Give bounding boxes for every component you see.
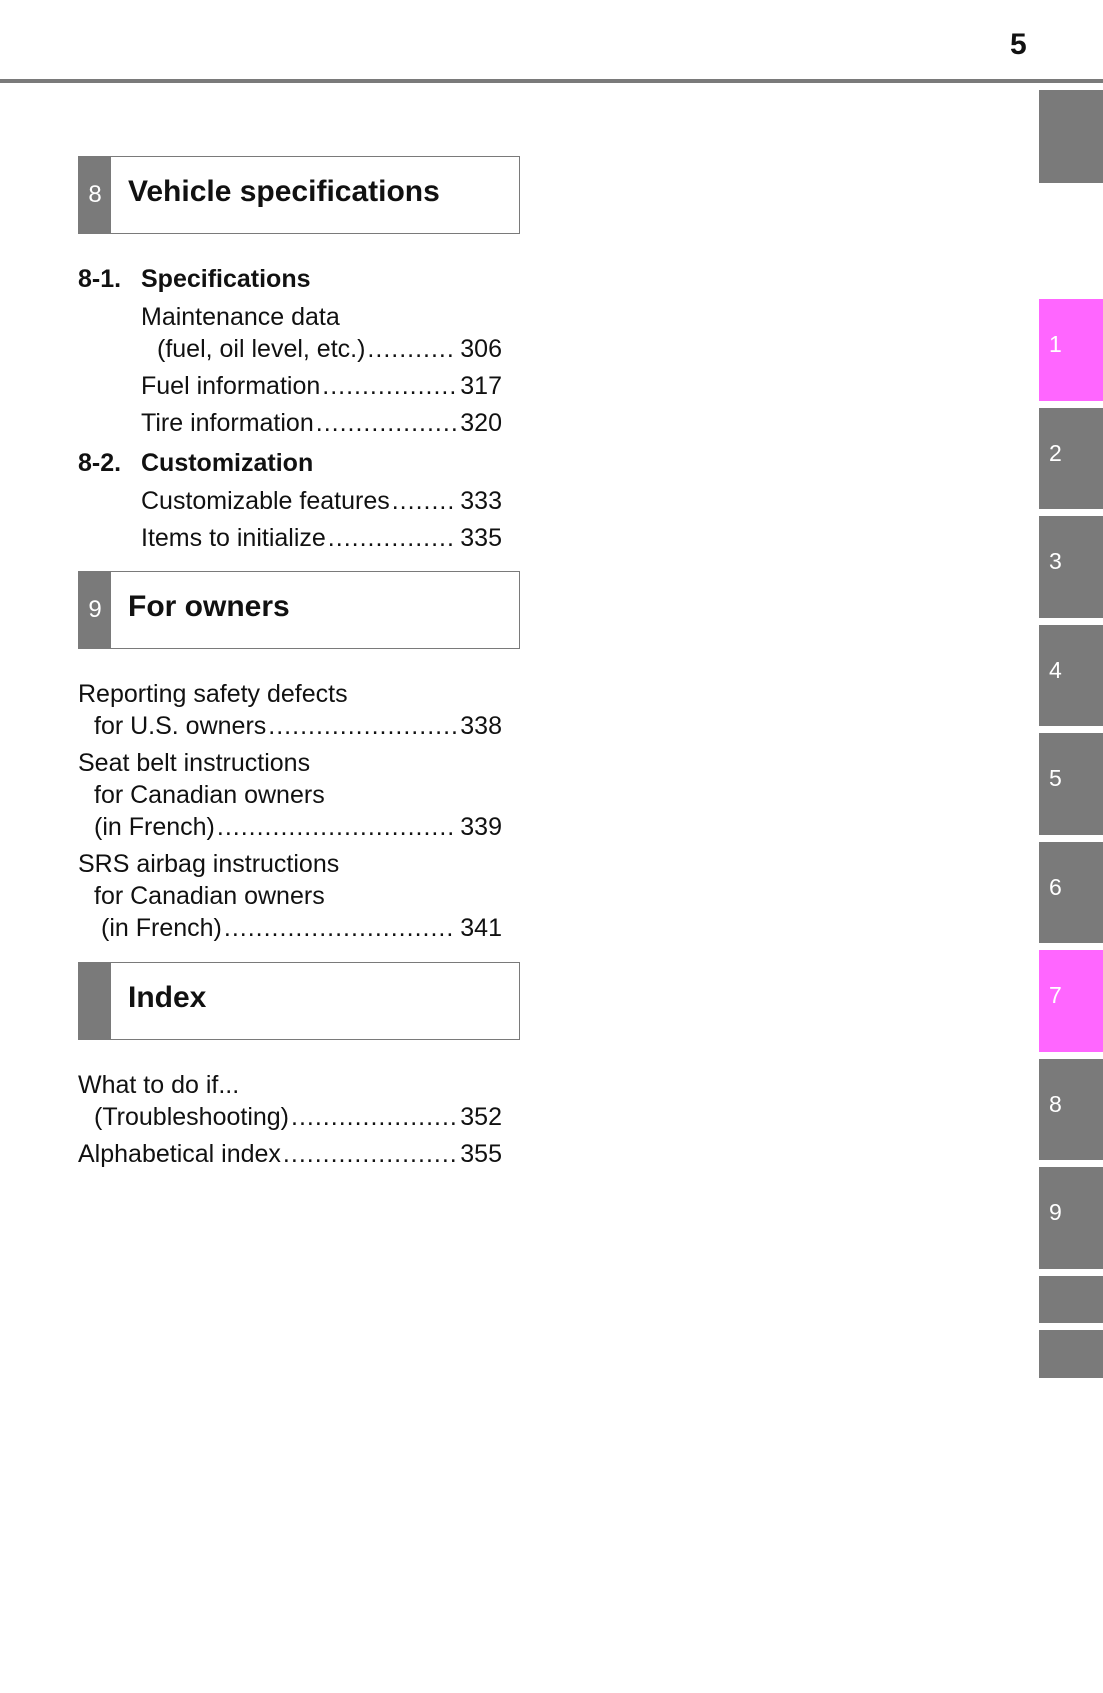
entry-page: 333 [460,487,502,515]
side-tab-8[interactable] [1039,1059,1103,1160]
section-title: Index [128,981,207,1014]
tab-label: 8 [1049,1091,1062,1117]
tab-label: 6 [1049,874,1062,900]
section-number: 9 [79,572,111,648]
tab-label: 4 [1049,657,1062,683]
entry-text: (in French) [94,813,215,841]
dot-leader [367,334,456,364]
entry-text: (Troubleshooting) [94,1103,290,1131]
page-number: 5 [1010,28,1027,61]
entry-text: Items to initialize [141,524,326,552]
toc-entry-srs-airbag-instructions-cont[interactable]: for Canadian owners [94,882,325,910]
side-tab-3[interactable] [1039,516,1103,618]
side-tab-top[interactable] [1039,90,1103,183]
tab-label: 7 [1049,982,1062,1008]
entry-page: 355 [460,1140,502,1168]
entry-text: for U.S. owners [94,712,267,740]
entry-text: (in French) [101,914,222,942]
entry-page: 338 [460,712,502,740]
section-title: Vehicle specifications [128,175,440,208]
dot-leader [283,1139,456,1169]
entry-text: Alphabetical index [78,1140,281,1168]
section-header-index[interactable] [78,962,520,1040]
tab-label: 3 [1049,548,1062,574]
toc-entry-what-to-do-if[interactable]: What to do if... [78,1071,240,1099]
entry-page: 335 [460,524,502,552]
entry-page: 317 [460,372,502,400]
toc-entry-seat-belt-instructions-page[interactable] [94,812,502,842]
dot-leader [268,711,456,741]
side-tab-1[interactable] [1039,299,1103,401]
dot-leader [322,371,456,401]
subsection-8-1[interactable] [78,264,311,294]
toc-entry-maintenance-data[interactable]: Maintenance data [141,303,340,331]
toc-entry-seat-belt-instructions[interactable]: Seat belt instructions [78,749,311,777]
subsection-title: Customization [141,449,314,477]
tab-label: 9 [1049,1199,1062,1225]
toc-entry-reporting-safety-defects-cont[interactable] [94,711,502,741]
entry-text: Customizable features [141,487,390,515]
entry-page: 320 [460,409,502,437]
tab-label: 5 [1049,765,1062,791]
side-tab-10[interactable] [1039,1276,1103,1323]
side-tab-6[interactable] [1039,842,1103,943]
side-tab-9[interactable] [1039,1167,1103,1269]
dot-leader [316,408,457,438]
section-header-for-owners[interactable] [78,571,520,649]
toc-entry-srs-airbag-instructions-page[interactable] [101,913,502,943]
subsection-number: 8-2. [78,449,122,477]
side-tab-4[interactable] [1039,625,1103,726]
entry-page: 339 [460,813,502,841]
section-number [79,963,111,1039]
side-tab-5[interactable] [1039,733,1103,835]
header-divider [0,79,1103,83]
toc-entry-items-to-initialize[interactable] [141,523,502,553]
toc-entry-maintenance-data-cont[interactable] [157,334,502,364]
dot-leader [217,812,456,842]
toc-entry-fuel-information[interactable] [141,371,502,401]
dot-leader [328,523,456,553]
tab-label: 1 [1049,331,1062,357]
entry-page: 306 [460,335,502,363]
side-tab-11[interactable] [1039,1330,1103,1378]
toc-entry-reporting-safety-defects[interactable]: Reporting safety defects [78,680,348,708]
dot-leader [291,1102,456,1132]
section-title: For owners [128,590,290,623]
entry-page: 352 [460,1103,502,1131]
toc-entry-customizable-features[interactable] [141,486,502,516]
toc-entry-alphabetical-index[interactable] [78,1139,502,1169]
subsection-title: Specifications [141,265,311,293]
subsection-number: 8-1. [78,265,122,293]
entry-text: (fuel, oil level, etc.) [157,335,366,363]
section-number: 8 [79,157,111,233]
side-tab-2[interactable] [1039,408,1103,509]
subsection-8-2[interactable] [78,448,313,478]
dot-leader [392,486,457,516]
entry-page: 341 [460,914,502,942]
entry-text: Tire information [141,409,314,437]
tab-label: 2 [1049,440,1062,466]
dot-leader [224,913,456,943]
side-tab-7[interactable] [1039,950,1103,1052]
toc-entry-tire-information[interactable] [141,408,502,438]
toc-entry-troubleshooting[interactable] [94,1102,502,1132]
entry-text: Fuel information [141,372,321,400]
section-header-vehicle-specifications[interactable] [78,156,520,234]
toc-entry-srs-airbag-instructions[interactable]: SRS airbag instructions [78,850,340,878]
toc-entry-seat-belt-instructions-cont[interactable]: for Canadian owners [94,781,325,809]
